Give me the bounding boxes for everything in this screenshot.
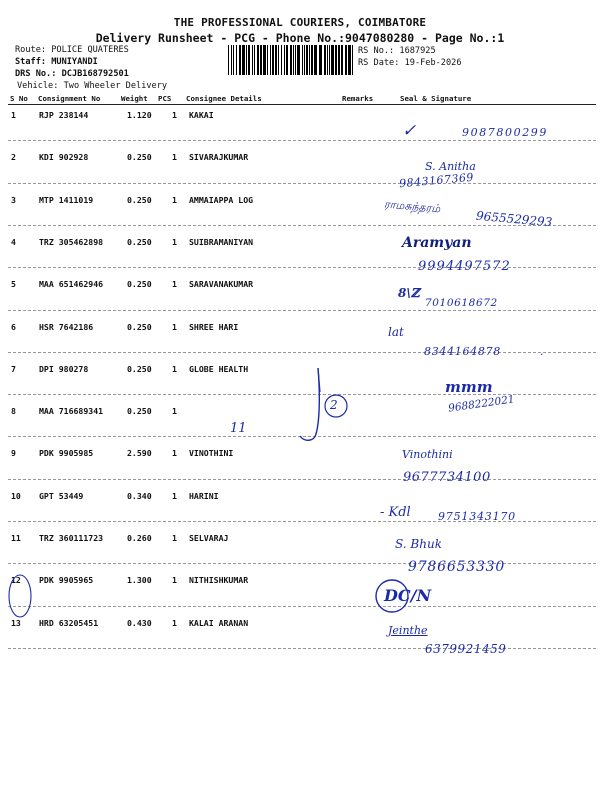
cell-weight: 0.340: [127, 490, 152, 501]
barcode-bar: [236, 45, 237, 75]
barcode-bar: [290, 45, 292, 75]
cell-pcs: 1: [172, 533, 177, 543]
row-divider: [8, 140, 596, 141]
cell-sno: 2: [11, 152, 16, 163]
staff-value: MUNIYANDI: [51, 57, 98, 67]
cell-consignment: MTP 1411019: [39, 194, 94, 205]
rs-no-value: 1687925: [399, 46, 436, 56]
row-divider: [8, 183, 596, 184]
cell-consignee: HARINI: [189, 490, 219, 501]
signature-row-4: Aramyan: [402, 235, 472, 251]
runsheet-barcode: [228, 45, 354, 75]
col-sno-header: S No: [10, 94, 28, 103]
barcode-bar: [278, 45, 279, 75]
cell-weight: 1.120: [127, 110, 152, 120]
barcode-bar: [252, 45, 253, 75]
barcode-bar: [352, 45, 353, 75]
drs-value: DCJB168792501: [61, 69, 129, 79]
cell-consignment: TRZ 305462898: [39, 236, 104, 247]
barcode-bar: [345, 45, 347, 75]
cell-consignment: HRD 63205451: [39, 617, 99, 628]
cell-pcs: 1: [172, 363, 177, 374]
vehicle-line: [17, 81, 167, 92]
cell-sno: 3: [11, 194, 16, 205]
row-divider: [8, 606, 596, 607]
signature-row-10: - Kdl: [380, 505, 411, 520]
cell-pcs: 1: [172, 152, 177, 163]
rs-no-label: RS No.:: [358, 46, 395, 56]
cell-sno: 7: [11, 363, 16, 374]
cell-weight: 0.250: [127, 279, 152, 290]
staff-label: Staff:: [15, 57, 47, 67]
cell-consignment: DPI 980278: [39, 363, 89, 374]
handwritten-phone-row-10: 9751343170: [438, 510, 516, 523]
cell-pcs: 1: [172, 448, 177, 459]
cell-sno: 11: [11, 533, 21, 543]
vehicle-value: Two Wheeler Delivery: [63, 81, 168, 91]
handwritten-phone-row-11: 9786653330: [408, 559, 506, 575]
handwritten-phone-row-7: 9688222021: [447, 393, 516, 415]
handwritten-name-row-2: S. Anitha: [425, 160, 476, 173]
barcode-bar: [304, 45, 305, 75]
cell-consignee: SIVARAJKUMAR: [189, 152, 249, 163]
col-pcs-header: PCS: [158, 94, 172, 103]
signature-row-6: lat: [388, 325, 404, 339]
rs-date-value: 19-Feb-2026: [404, 58, 462, 68]
circle-mark-row-12: [6, 572, 34, 620]
cell-sno: 4: [11, 236, 16, 247]
barcode-bar: [309, 45, 310, 75]
barcode-bar: [341, 45, 343, 75]
col-consignment-header: Consignment No: [38, 94, 101, 103]
barcode-bar: [295, 45, 296, 75]
barcode-bar: [239, 45, 241, 75]
barcode-bar: [284, 45, 285, 75]
barcode-bar: [293, 45, 294, 75]
row-divider: [8, 563, 596, 564]
handwritten-phone-row-1: 9087800299: [462, 126, 548, 139]
cell-consignee: GLOBE HEALTH: [189, 363, 249, 374]
barcode-bar: [319, 45, 322, 75]
route-label: Route:: [15, 45, 47, 55]
col-weight-header: Weight: [121, 94, 148, 103]
barcode-bar: [254, 45, 255, 75]
cell-consignee: VINOTHINI: [189, 448, 234, 459]
scribble-mark-row-8: [280, 362, 350, 448]
cell-weight: 0.250: [127, 152, 152, 163]
cell-consignee: SUIBRAMANIYAN: [189, 236, 254, 247]
handwritten-phone-row-4: 9994497572: [418, 259, 511, 274]
cell-consignee: KAKAI: [189, 110, 214, 120]
runsheet-subtitle: Delivery Runsheet - PCG - Phone No.:9047080280 - Page No.:1: [95, 31, 505, 45]
cell-weight: 0.250: [127, 236, 152, 247]
barcode-bar: [246, 45, 247, 75]
handwritten-phone-row-9: 9677734100: [403, 470, 491, 485]
barcode-bar: [263, 45, 266, 75]
rs-date-label: RS Date:: [358, 58, 400, 68]
row-divider: [8, 479, 596, 480]
barcode-bar: [348, 45, 351, 75]
cell-sno: 9: [11, 448, 16, 459]
barcode-bar: [248, 45, 250, 75]
barcode-bar: [297, 45, 300, 75]
col-seal-header: Seal & Signature: [400, 94, 472, 103]
rs-info: [358, 45, 462, 69]
barcode-bar: [272, 45, 274, 75]
cell-sno: 8: [11, 406, 16, 417]
barcode-bar: [302, 45, 303, 75]
handwritten-signature-row-12: DC/N: [384, 586, 432, 605]
cell-consignment: PDK 9905965: [39, 575, 94, 586]
cell-pcs: 1: [172, 279, 177, 290]
handwritten-dot-row-6: .: [540, 345, 544, 358]
cell-consignment: TRZ 360111723: [39, 533, 104, 543]
cell-weight: 2.590: [127, 448, 152, 459]
handwritten-mark-row-8: 2: [330, 398, 338, 412]
header-rule: [8, 104, 596, 105]
cell-sno: 10: [11, 490, 21, 501]
cell-sno: 5: [11, 279, 16, 290]
cell-consignment: RJP 238144: [39, 110, 89, 120]
col-remarks-header: Remarks: [342, 94, 374, 103]
cell-pcs: 1: [172, 575, 177, 586]
cell-consignee: SARAVANAKUMAR: [189, 279, 254, 290]
barcode-bar: [233, 45, 234, 75]
cell-weight: 0.250: [127, 406, 152, 417]
cell-consignee: NITHISHKUMAR: [189, 575, 249, 586]
cell-consignment: PDK 9905985: [39, 448, 94, 459]
cell-consignee: SELVARAJ: [189, 533, 229, 543]
route-value: POLICE QUATERES: [51, 45, 129, 55]
cell-sno: 12: [11, 575, 21, 586]
signature-row-7: mmm: [445, 378, 493, 396]
signature-row-5: 8\ℤ: [398, 286, 420, 300]
handwritten-name-row-11: S. Bhuk: [395, 537, 442, 551]
handwritten-phone-row-5: 7010618672: [425, 297, 498, 309]
route-line: [15, 45, 129, 56]
row-divider: [8, 352, 596, 353]
cell-consignee: KALAI ARANAN: [189, 617, 249, 628]
barcode-bar: [306, 45, 308, 75]
cell-consignee: AMMAIAPPA LOG: [189, 194, 254, 205]
barcode-bar: [331, 45, 334, 75]
handwritten-name-row-13: Jeinthe: [388, 624, 428, 637]
cell-weight: 0.250: [127, 321, 152, 332]
barcode-bar: [281, 45, 282, 75]
handwritten-phone-row-6: 8344164878: [424, 345, 501, 358]
signature-row-3: ராமசுந்தரம்: [383, 197, 441, 216]
barcode-bar: [267, 45, 268, 75]
barcode-bar: [228, 45, 229, 75]
cell-pcs: 1: [172, 236, 177, 247]
barcode-bar: [314, 45, 317, 75]
barcode-bar: [311, 45, 313, 75]
cell-weight: 1.300: [127, 575, 152, 586]
cell-consignment: GPT 53449: [39, 490, 84, 501]
staff-line: [15, 57, 98, 68]
row-divider: [8, 310, 596, 311]
barcode-bar: [338, 45, 340, 75]
vehicle-label: Vehicle:: [17, 81, 59, 91]
handwritten-phone-row-2: 9843167369: [398, 170, 475, 191]
barcode-bar: [257, 45, 259, 75]
handwritten-phone-row-13: 6379921459: [425, 642, 507, 656]
cell-weight: 0.250: [127, 363, 152, 374]
cell-consignment: KDI 902928: [39, 152, 89, 163]
barcode-bar: [335, 45, 337, 75]
handwritten-name-row-9: Vinothini: [402, 448, 453, 461]
company-title: THE PROFESSIONAL COURIERS, COIMBATORE: [173, 16, 427, 29]
cell-pcs: 1: [172, 110, 177, 120]
row-divider: [8, 648, 596, 649]
barcode-bar: [270, 45, 271, 75]
cell-pcs: 1: [172, 617, 177, 628]
barcode-bar: [329, 45, 330, 75]
cell-pcs: 1: [172, 406, 177, 417]
cell-consignment: HSR 7642186: [39, 321, 94, 332]
cell-sno: 6: [11, 321, 16, 332]
barcode-bar: [286, 45, 288, 75]
barcode-bar: [324, 45, 326, 75]
cell-pcs: 1: [172, 490, 177, 501]
barcode-bar: [242, 45, 245, 75]
cell-sno: 1: [11, 110, 16, 120]
cell-pcs: 1: [172, 321, 177, 332]
cell-consignee: SHREE HARI: [189, 321, 239, 332]
cell-weight: 0.250: [127, 194, 152, 205]
cell-sno: 13: [11, 617, 21, 628]
rs-date-line: [358, 57, 462, 69]
cell-consignment: MAA 651462946: [39, 279, 104, 290]
cell-weight: 0.260: [127, 533, 152, 543]
barcode-bar: [231, 45, 232, 75]
handwritten-phone-row-3: 9655529293: [475, 208, 553, 230]
cell-weight: 0.430: [127, 617, 152, 628]
barcode-bar: [327, 45, 328, 75]
cell-pcs: 1: [172, 194, 177, 205]
barcode-bar: [275, 45, 277, 75]
drs-label: DRS No.:: [15, 69, 57, 79]
barcode-bar: [260, 45, 262, 75]
drs-line: [15, 69, 129, 80]
handwritten-ticks-row-8: 11: [230, 421, 247, 436]
signature-row-1: ✓: [402, 121, 417, 141]
cell-consignment: MAA 716689341: [39, 406, 104, 417]
rs-no-line: [358, 45, 462, 57]
col-consignee-header: Consignee Details: [186, 94, 262, 103]
